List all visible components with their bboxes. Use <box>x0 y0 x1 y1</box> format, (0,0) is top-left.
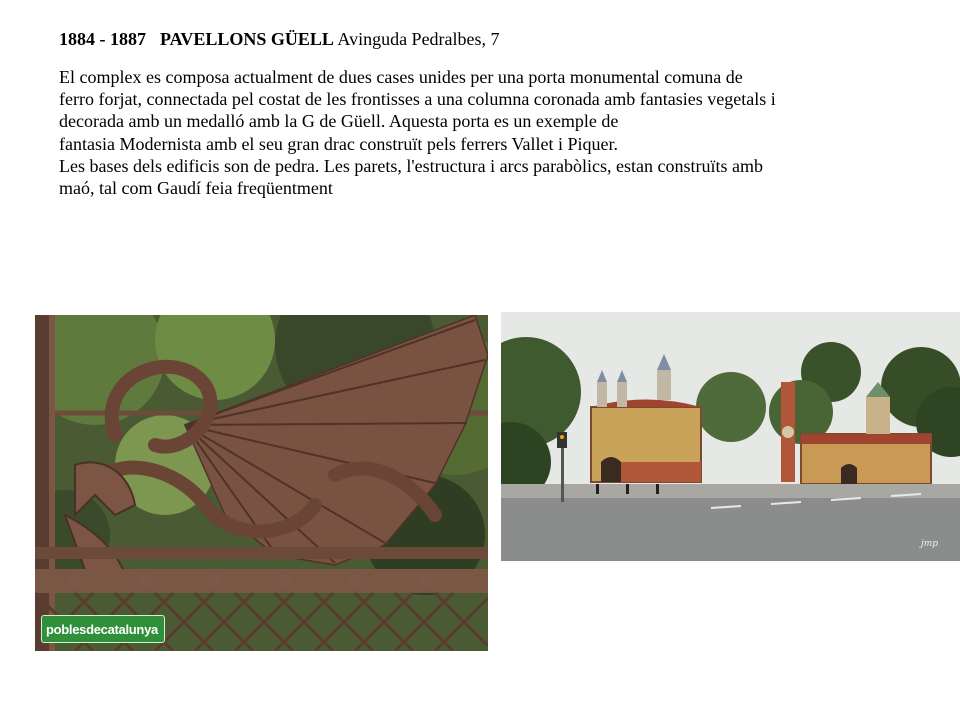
title-years: 1884 - 1887 <box>59 29 146 49</box>
description-line: decorada amb un medalló amb la G de Güell. Aquesta porta es un exemple de <box>59 111 619 132</box>
dragon-gate-illustration <box>35 315 488 651</box>
description-line: maó, tal com Gaudí feia freqüentment <box>59 178 333 199</box>
pavilions-photo <box>501 312 960 561</box>
title-address: Avinguda Pedralbes, 7 <box>337 29 500 49</box>
page-title <box>59 28 500 50</box>
description-line: El complex es composa actualment de dues cases unides per una porta monumental comuna de <box>59 67 743 87</box>
description-line: ferro forjat, connectada pel costat de les frontisses a una columna coronada amb fantasies vegetals i <box>59 89 776 110</box>
description-text <box>59 66 929 199</box>
description-line: fantasia Modernista amb el seu gran drac construït pels ferrers Vallet i Piquer. <box>59 133 618 154</box>
pavilions-illustration <box>501 312 960 561</box>
description-line: Les bases dels edificis son de pedra. Les parets, l'estructura i arcs parabòlics, estan construïts amb <box>59 155 764 176</box>
title-name: PAVELLONS GÜELL <box>160 29 334 49</box>
watermark-text: poblesdecatalunya <box>46 621 158 637</box>
pobles-de-catalunya-logo <box>41 615 165 643</box>
photographer-signature: jmp <box>920 539 938 549</box>
dragon-gate-photo <box>35 315 488 651</box>
